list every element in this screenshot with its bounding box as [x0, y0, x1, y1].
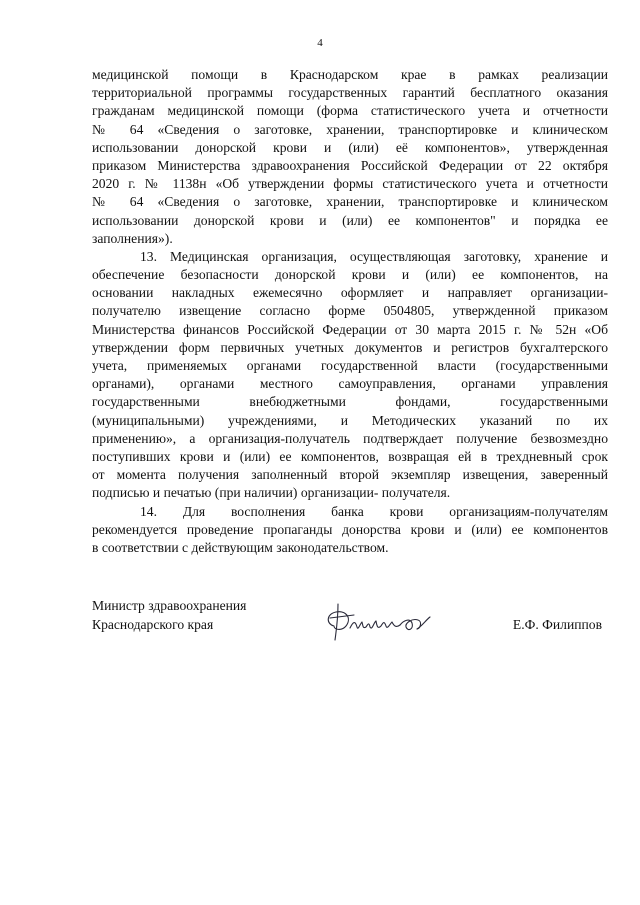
text-line: рекомендуется проведение пропаганды донорства крови и (или) ее компонентов	[92, 521, 608, 537]
text-line: получателю извещение согласно форме 0504805, утвержденной приказом	[92, 303, 608, 319]
text-line: (муниципальными) учреждениями, и Методических указаний по их	[92, 412, 608, 428]
text-line: № 64 «Сведения о заготовке, хранении, транспортировке и клиническом	[92, 121, 608, 137]
text-line: в соответствии с действующим законодательством.	[92, 539, 389, 555]
text-line: 2020 г. № 1138н «Об утверждении формы статистического учета и отчетности	[92, 176, 608, 192]
text-line: № 64 «Сведения о заготовке, хранении, транспортировке и клиническом	[92, 194, 608, 210]
text-line: применению», а организация-получатель подтверждает получение безвозмездно	[92, 430, 608, 446]
text-line: государственными внебюджетными фондами, государственными	[92, 394, 608, 410]
text-line: использовании донорской крови и (или) её компонентов», утвержденная	[92, 139, 608, 155]
paragraph-item-14	[92, 503, 608, 558]
text-line: приказом Министерства здравоохранения Российской Федерации от 22 октября	[92, 157, 608, 173]
text-line: органами), органами местного самоуправления, органами управления	[92, 376, 608, 392]
paragraph-continuation	[92, 66, 608, 248]
handwritten-signature	[320, 596, 440, 646]
text-line: медицинской помощи в Краснодарском крае в рамках реализации	[92, 67, 608, 82]
text-line: 14. Для восполнения банка крови организациям-получателям	[140, 503, 608, 519]
document-body	[92, 66, 608, 557]
text-line: утверждении форм первичных учетных документов и регистров бухгалтерского	[92, 339, 608, 355]
signer-position-title: Министр здравоохранения Краснодарского края	[92, 598, 247, 632]
text-line: заполнения»).	[92, 230, 173, 246]
text-line: подписью и печатью (при наличии) организации- получателя.	[92, 485, 451, 501]
text-line: поступивших крови и (или) ее компонентов, возвращая ей в трехдневный срок	[92, 448, 608, 464]
paragraph-item-13	[92, 248, 608, 503]
text-line: Министерства финансов Российской Федерации от 30 марта 2015 г. № 52н «Об	[92, 321, 608, 337]
page-number: 4	[317, 37, 323, 49]
text-line: учета, применяемых органами государственной власти (государственными	[92, 358, 608, 373]
signer-name: Е.Ф. Филиппов	[512, 617, 602, 632]
text-line: территориальной программы государственных гарантий бесплатного оказания	[92, 85, 608, 101]
text-line: обеспечение безопасности донорской крови и (или) ее компонентов, на	[92, 267, 608, 283]
text-line: гражданам медицинской помощи (форма статистического учета и отчетности	[92, 103, 608, 119]
text-line: 13. Медицинская организация, осуществляющая заготовку, хранение и	[140, 248, 608, 264]
text-line: основании накладных ежемесячно оформляет и направляет организации-	[92, 285, 608, 301]
signature-block	[92, 596, 608, 656]
text-line: использовании донорской крови и (или) ее компонентов" и порядка ее	[92, 212, 608, 228]
text-line: от момента получения заполненный второй экземпляр извещения, заверенный	[92, 467, 608, 483]
